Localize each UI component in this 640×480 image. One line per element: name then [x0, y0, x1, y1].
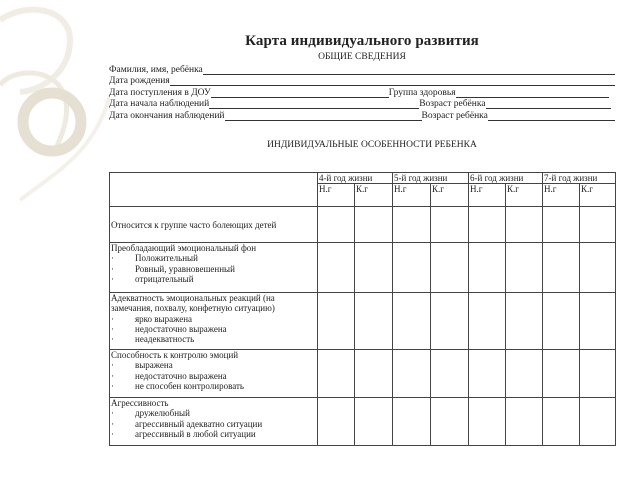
section-title: ИНДИВИДУАЛЬНЫЕ ОСОБЕННОСТИ РЕБЕНКА [267, 140, 477, 150]
period-end-header: К.г [506, 184, 543, 207]
field-line-age-1[interactable] [486, 99, 611, 109]
assessment-cell[interactable] [543, 350, 580, 398]
general-info-fields [109, 64, 615, 122]
assessment-cell[interactable] [580, 398, 616, 446]
criterion-label: Агрессивность [111, 398, 169, 409]
criterion-option-label: отрицательный [135, 273, 194, 284]
field-label-obs-end: Дата окончания наблюдений [109, 110, 225, 121]
assessment-cell[interactable] [580, 243, 616, 293]
year-header: 6-й год жизни [469, 173, 543, 184]
criterion-option-label: недостаточно выражена [135, 370, 227, 381]
field-label-health-group: Группа здоровья [388, 87, 456, 98]
assessment-cell[interactable] [393, 207, 431, 243]
assessment-cell[interactable] [506, 207, 543, 243]
criterion-option-label: агрессивный адекватно ситуации [135, 418, 263, 429]
assessment-cell[interactable] [580, 293, 616, 350]
period-start-header: Н.г [318, 184, 355, 207]
assessment-cell[interactable] [506, 243, 543, 293]
assessment-cell[interactable] [469, 243, 506, 293]
assessment-cell[interactable] [543, 207, 580, 243]
period-end-header: К.г [431, 184, 469, 207]
criterion-option [111, 334, 316, 344]
criterion-option [111, 419, 316, 429]
period-end-header: К.г [355, 184, 393, 207]
assessment-cell[interactable] [355, 207, 393, 243]
bullet-icon: · [111, 380, 114, 391]
criterion-option-label: не способен контролировать [135, 380, 245, 391]
assessment-cell[interactable] [355, 398, 393, 446]
table-header-years [110, 173, 616, 184]
bullet-icon: · [111, 334, 114, 345]
table-row [110, 207, 616, 243]
field-row-obs-end [109, 110, 615, 122]
bullet-icon: · [111, 253, 114, 264]
assessment-cell[interactable] [393, 243, 431, 293]
criterion-option [111, 360, 316, 370]
criterion-option-label: агрессивный в любой ситуации [135, 428, 256, 439]
assessment-cell[interactable] [431, 243, 469, 293]
field-label-obs-start: Дата начала наблюдений [109, 99, 210, 109]
bullet-icon: · [111, 263, 114, 274]
field-line-name[interactable] [203, 65, 615, 75]
criterion-option [111, 324, 316, 334]
assessment-cell[interactable] [469, 207, 506, 243]
criterion-label: Относится к группе часто болеющих детей [111, 219, 277, 230]
field-row-birth-date [109, 76, 615, 88]
assessment-cell[interactable] [543, 243, 580, 293]
assessment-cell[interactable] [318, 398, 355, 446]
field-line-health-group[interactable] [456, 88, 609, 98]
field-label-birth-date: Дата рождения [109, 76, 170, 86]
field-line-age-2[interactable] [488, 111, 615, 121]
bullet-icon: · [111, 323, 114, 334]
criterion-option-label: Ровный, уравновешенный [135, 263, 235, 274]
field-line-birth-date[interactable] [170, 76, 615, 86]
field-line-admission-date[interactable] [211, 88, 389, 98]
assessment-cell[interactable] [355, 243, 393, 293]
assessment-cell[interactable] [431, 293, 469, 350]
criterion-cell [110, 350, 318, 398]
table-body [110, 173, 616, 446]
period-start-header: Н.г [543, 184, 580, 207]
bullet-icon: · [111, 370, 114, 381]
assessment-cell[interactable] [393, 293, 431, 350]
field-line-obs-end[interactable] [225, 111, 422, 121]
year-header: 5-й год жизни [393, 173, 469, 184]
criterion-label: Адекватность эмоциональных реакций (на замечания, похвалу, конфетную ситуацию) [111, 293, 275, 314]
criterion-option [111, 408, 316, 418]
criterion-option [111, 274, 316, 284]
assessment-cell[interactable] [580, 350, 616, 398]
assessment-cell[interactable] [580, 207, 616, 243]
document-subtitle: ОБЩИЕ СВЕДЕНИЯ [318, 52, 406, 62]
assessment-cell[interactable] [431, 398, 469, 446]
field-row-obs-start [109, 99, 615, 111]
criterion-option [111, 381, 316, 391]
decorative-swirl [0, 0, 110, 480]
criterion-option-label: ярко выражена [135, 313, 193, 324]
table-row [110, 398, 616, 446]
period-end-header: К.г [580, 184, 616, 207]
assessment-cell[interactable] [469, 350, 506, 398]
criterion-option-label: дружелюбный [135, 408, 190, 419]
criterion-cell [110, 398, 318, 446]
assessment-cell[interactable] [355, 293, 393, 350]
field-label-age-1: Возраст ребёнка [419, 99, 486, 109]
bullet-icon: · [111, 313, 114, 324]
assessment-cell[interactable] [318, 207, 355, 243]
assessment-cell[interactable] [431, 350, 469, 398]
criterion-cell [110, 293, 318, 350]
criterion-label: Преобладающий эмоциональный фон [111, 243, 257, 254]
development-table [109, 172, 616, 446]
assessment-cell[interactable] [506, 350, 543, 398]
bullet-icon: · [111, 360, 114, 371]
assessment-cell[interactable] [543, 398, 580, 446]
period-start-header: Н.г [393, 184, 431, 207]
assessment-cell[interactable] [355, 350, 393, 398]
field-label-name: Фамилия, имя, ребёнка [109, 64, 203, 75]
assessment-cell[interactable] [469, 398, 506, 446]
assessment-cell[interactable] [469, 293, 506, 350]
assessment-cell[interactable] [318, 243, 355, 293]
field-label-admission-date: Дата поступления в ДОУ [109, 87, 211, 98]
bullet-icon: · [111, 428, 114, 439]
criterion-option [111, 253, 316, 263]
assessment-cell[interactable] [506, 398, 543, 446]
criterion-option [111, 314, 316, 324]
table-corner-cell [110, 173, 318, 207]
criterion-option [111, 264, 316, 274]
period-start-header: Н.г [469, 184, 506, 207]
criterion-cell [110, 207, 318, 243]
year-header: 4-й год жизни [318, 173, 393, 184]
table-row [110, 350, 616, 398]
field-row-name [109, 64, 615, 76]
table-row [110, 243, 616, 293]
criterion-option [111, 429, 316, 439]
field-line-obs-start[interactable] [209, 99, 419, 109]
assessment-cell[interactable] [393, 350, 431, 398]
assessment-cell[interactable] [393, 398, 431, 446]
bullet-icon: · [111, 418, 114, 429]
field-row-admission [109, 87, 615, 99]
document-title: Карта индивидуального развития [245, 33, 479, 49]
table-row [110, 293, 616, 350]
assessment-cell[interactable] [431, 207, 469, 243]
bullet-icon: · [111, 408, 114, 419]
assessment-cell[interactable] [318, 293, 355, 350]
criterion-option [111, 371, 316, 381]
criterion-option-label: выражена [135, 360, 173, 371]
year-header: 7-й год жизни [543, 173, 616, 184]
field-label-age-2: Возраст ребёнка [421, 110, 488, 121]
bullet-icon: · [111, 273, 114, 284]
criterion-label: Способность к контролю эмоций [111, 350, 239, 361]
criterion-option-label: неадекватность [135, 334, 195, 345]
assessment-cell[interactable] [543, 293, 580, 350]
assessment-cell[interactable] [318, 350, 355, 398]
criterion-cell [110, 243, 318, 293]
criterion-option-label: недостаточно выражена [135, 323, 227, 334]
assessment-cell[interactable] [506, 293, 543, 350]
criterion-option-label: Положительный [135, 253, 198, 264]
